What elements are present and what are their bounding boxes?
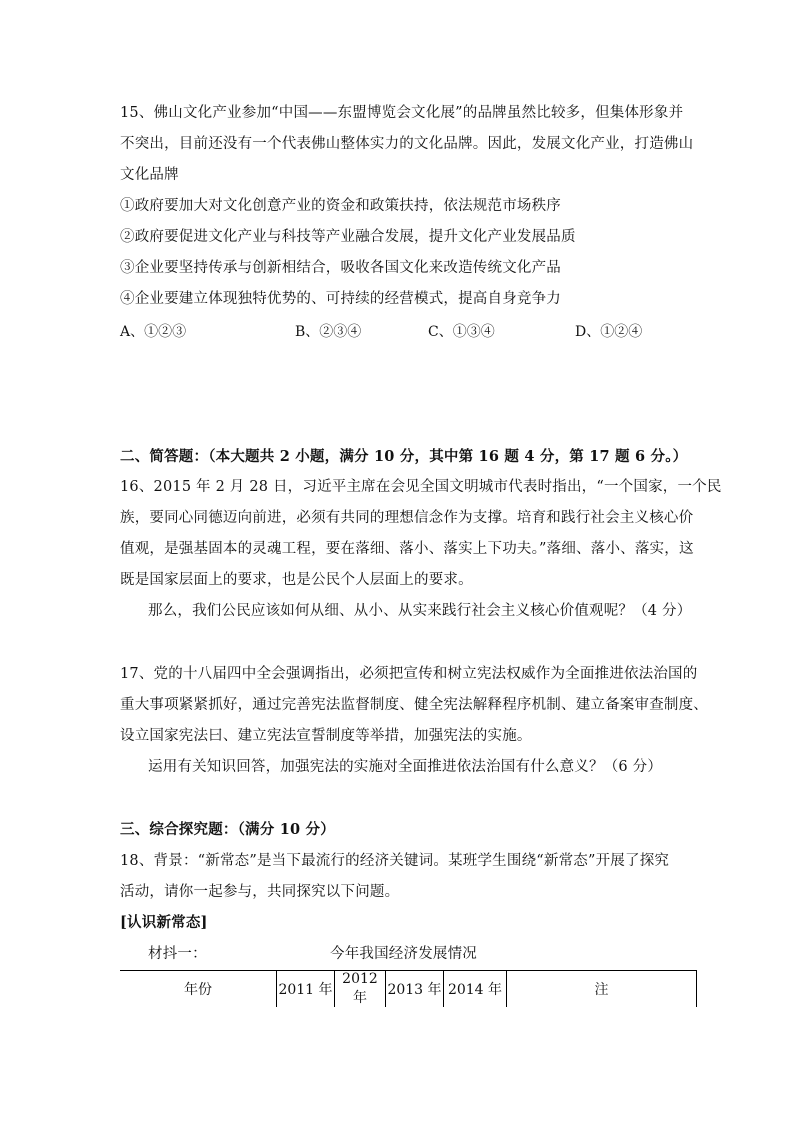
table-header-row bbox=[120, 971, 697, 1008]
q18-line2: 活动，请你一起参与，共同探究以下问题。 bbox=[120, 884, 400, 900]
q17-line3: 设立国家宪法曰、建立宪法宣誓制度等举措，加强宪法的实施。 bbox=[120, 728, 532, 744]
q16-line1: 16、2015 年 2 月 28 日，习近平主席在会见全国文明城市代表时指出，“一个国家，一个民 bbox=[120, 479, 722, 495]
material-label: 材抖一： bbox=[148, 946, 207, 962]
table-header-cell: 2012 年 bbox=[335, 971, 386, 1008]
q17-line2: 重大事项紧紧抓好，通过完善宪法监督制度、健全宪法解释程序机制、建立备案审查制度、 bbox=[120, 697, 708, 713]
q15-option-c: C、①③④ bbox=[428, 324, 495, 340]
q18-sub-heading: [认识新常态] bbox=[120, 914, 208, 931]
q15-statement-3: ③企业要坚持传承与创新相结合，吸收各国文化来改造传统文化产品 bbox=[120, 260, 561, 276]
q16-line4: 既是国家层面上的要求，也是公民个人层面上的要求。 bbox=[120, 572, 473, 588]
section2-heading: 二、简答题：（本大题共 2 小题，满分 10 分，其中第 16 题 4 分，第 17 题 6 分。） bbox=[120, 448, 688, 465]
q16-line3: 值观，是强基固本的灵魂工程，要在落细、落小、落实上下功夫。”落细、落小、落实，这 bbox=[120, 541, 694, 557]
q18-line1: 18、背景：“新常态”是当下最流行的经济关键词。某班学生围绕“新常态”开展了探究 bbox=[120, 853, 670, 869]
q15-statement-2: ②政府要促进文化产业与科技等产业融合发展，提升文化产业发展品质 bbox=[120, 229, 576, 245]
table-header-cell: 2013 年 bbox=[386, 971, 444, 1008]
q17-line1: 17、党的十八届四中全会强调指出，必须把宣传和树立宪法权威作为全面推进依法治国的 bbox=[120, 666, 698, 682]
q17-question: 运用有关知识回答，加强宪法的实施对全面推进依法治国有什么意义？（6 分） bbox=[148, 759, 663, 775]
q15-option-d: D、①②④ bbox=[575, 324, 643, 340]
q15-stem-line1: 15、佛山文化产业参加“中国——东盟博览会文化展”的品牌虽然比较多，但集体形象并 bbox=[120, 105, 684, 121]
section3-heading: 三、综合探究题：（满分 10 分） bbox=[120, 821, 335, 838]
table-header-cell: 年份 bbox=[120, 971, 277, 1008]
economy-table bbox=[120, 970, 697, 1007]
q15-option-a: A、①②③ bbox=[120, 324, 187, 340]
table-title: 今年我国经济发展情况 bbox=[330, 946, 477, 962]
q15-stem-line3: 文化品牌 bbox=[120, 167, 179, 183]
q16-line2: 族，要同心同德迈向前进，必须有共同的理想信念作为支撑。培育和践行社会主义核心价 bbox=[120, 510, 694, 526]
table-header-cell: 注 bbox=[507, 971, 697, 1008]
table-header-cell: 2014 年 bbox=[444, 971, 507, 1008]
q15-option-b: B、②③④ bbox=[295, 324, 362, 340]
q15-statement-4: ④企业要建立体现独特优势的、可持续的经营模式，提高自身竞争力 bbox=[120, 291, 561, 307]
table-header-cell: 2011 年 bbox=[277, 971, 335, 1008]
q15-statement-1: ①政府要加大对文化创意产业的资金和政策扶持，依法规范市场秩序 bbox=[120, 198, 561, 214]
q15-stem-line2: 不突出，目前还没有一个代表佛山整体实力的文化品牌。因此，发展文化产业，打造佛山 bbox=[120, 136, 694, 152]
q16-question: 那么，我们公民应该如何从细、从小、从实来践行社会主义核心价值观呢？（4 分） bbox=[148, 603, 692, 619]
